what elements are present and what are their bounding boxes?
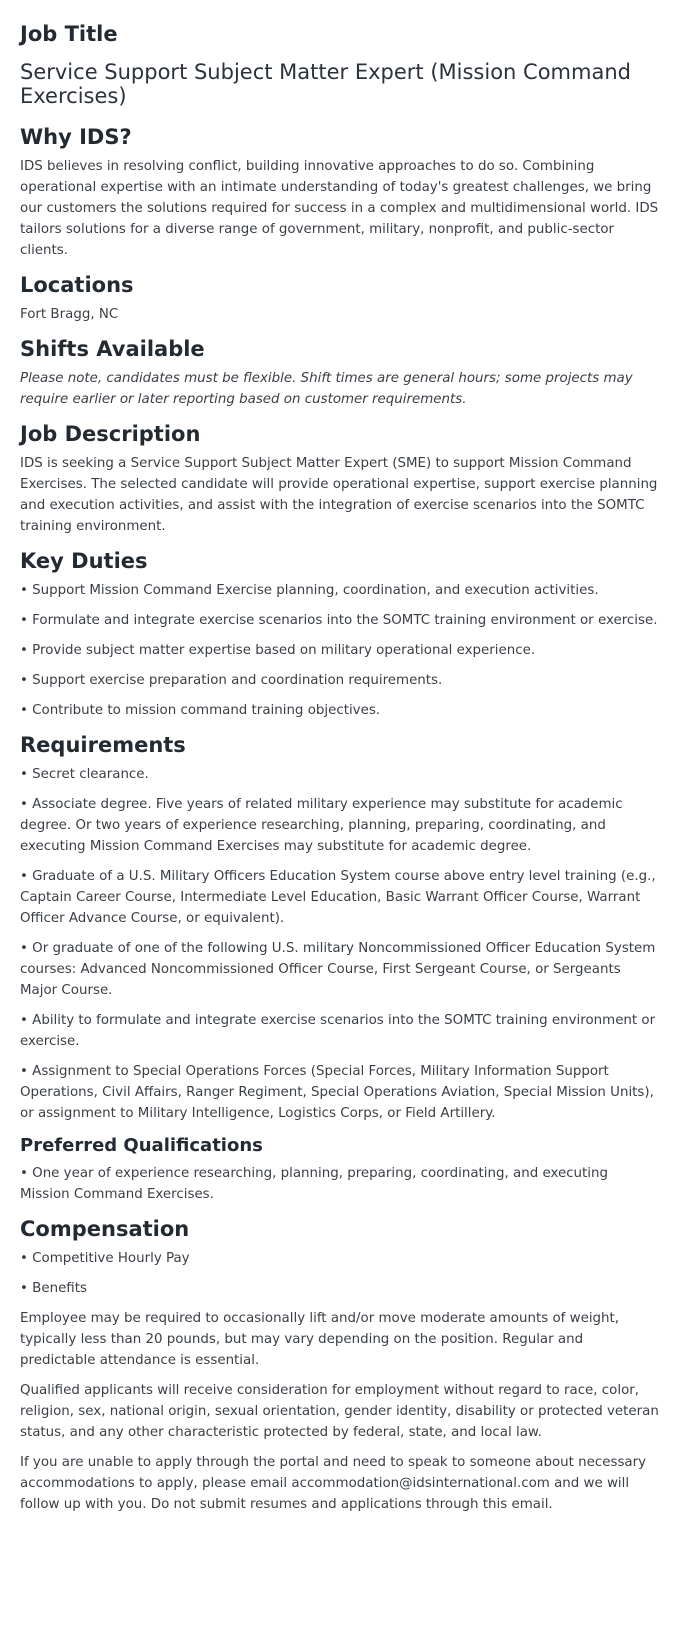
preferred-qualifications-list	[20, 1163, 660, 1205]
preferred-qualifications-section	[20, 1133, 660, 1205]
job-description-section	[20, 419, 660, 537]
list-item: • Provide subject matter expertise based on military operational experience.	[20, 640, 660, 661]
list-item: • Or graduate of one of the following U.S. military Noncommissioned Officer Education System courses: Advanced Noncommissioned Officer Course, First Sergeant Course, or Sergeants Major Course.	[20, 938, 660, 1001]
list-item: • Support Mission Command Exercise planning, coordination, and execution activities.	[20, 580, 660, 601]
list-item: • Secret clearance.	[20, 764, 660, 785]
list-item: • Contribute to mission command training objectives.	[20, 700, 660, 721]
list-item: • One year of experience researching, planning, preparing, coordinating, and executing Mission Command Exercises.	[20, 1163, 660, 1205]
why-ids-heading: Why IDS?	[20, 125, 132, 149]
job-description-text: IDS is seeking a Service Support Subject Matter Expert (SME) to support Mission Command Exercises. The selected candidate will provide operational expertise, support exercise planning and execution activities, and assist with the integration of exercise scenarios into the SOMTC training environment.	[20, 456, 658, 534]
job-title: Service Support Subject Matter Expert (Mission Command Exercises)	[20, 60, 631, 108]
locations-heading: Locations	[20, 273, 134, 297]
shifts-heading: Shifts Available	[20, 337, 205, 361]
list-item: • Formulate and integrate exercise scenarios into the SOMTC training environment or exercise.	[20, 610, 660, 631]
requirements-list	[20, 764, 660, 1124]
list-item: • Ability to formulate and integrate exercise scenarios into the SOMTC training environment or exercise.	[20, 1010, 660, 1052]
shifts-section	[20, 334, 660, 410]
eeo-statement-text: Qualified applicants will receive consideration for employment without regard to race, color, religion, sex, national origin, sexual orientation, gender identity, disability or protected veteran status, and any other characteristic protected by federal, state, and local law.	[20, 1383, 659, 1440]
list-item: • Graduate of a U.S. Military Officers Education System course above entry level training (e.g., Captain Career Course, Intermediate Level Education, Basic Warrant Officer Course, Warrant Officer Advance Course, or equivalent).	[20, 866, 660, 929]
key-duties-heading: Key Duties	[20, 549, 148, 573]
job-description-heading: Job Description	[20, 422, 201, 446]
compensation-list	[20, 1248, 660, 1299]
requirements-section	[20, 730, 660, 1124]
preferred-qualifications-heading: Preferred Qualifications	[20, 1135, 263, 1156]
requirements-heading: Requirements	[20, 733, 186, 757]
why-ids-section	[20, 122, 660, 261]
list-item: • Assignment to Special Operations Forces (Special Forces, Military Information Support Operations, Civil Affairs, Ranger Regiment, Special Operations Aviation, Special Mission Units), or assignment to Military Intelligence, Logistics Corps, or Field Artillery.	[20, 1061, 660, 1124]
compensation-heading: Compensation	[20, 1217, 190, 1241]
accommodation-text: If you are unable to apply through the portal and need to speak to someone about necessary accommodations to apply, please email accommodation@idsinternational.com and we will follow up with you. Do not submit resumes and applications through this email.	[20, 1455, 647, 1512]
compensation-section	[20, 1214, 660, 1515]
locations-section	[20, 270, 660, 325]
why-ids-text: IDS believes in resolving conflict, building innovative approaches to do so. Combining operational expertise with an intimate understanding of today's greatest challenges, we bring our customers the solutions required for success in a complex and multidimensional world. IDS tailors solutions for a diverse range of government, military, nonprofit, and public-sector clients.	[20, 159, 659, 258]
physical-requirements-text: Employee may be required to occasionally lift and/or move moderate amounts of weight, typically less than 20 pounds, but may vary depending on the position. Regular and predictable attendance is essential.	[20, 1311, 620, 1368]
list-item: • Benefits	[20, 1278, 660, 1299]
list-item: • Support exercise preparation and coordination requirements.	[20, 670, 660, 691]
key-duties-section	[20, 546, 660, 721]
list-item: • Associate degree. Five years of related military experience may substitute for academic degree. Or two years of experience researching, planning, preparing, coordinating, and executing Mission Command Exercises may substitute for academic degree.	[20, 794, 660, 857]
job-title-label: Job Title	[20, 22, 118, 46]
key-duties-list	[20, 580, 660, 721]
locations-text: Fort Bragg, NC	[20, 307, 119, 322]
list-item: • Competitive Hourly Pay	[20, 1248, 660, 1269]
shifts-text: Please note, candidates must be flexible. Shift times are general hours; some projects may require earlier or later reporting based on customer requirements.	[20, 371, 633, 407]
